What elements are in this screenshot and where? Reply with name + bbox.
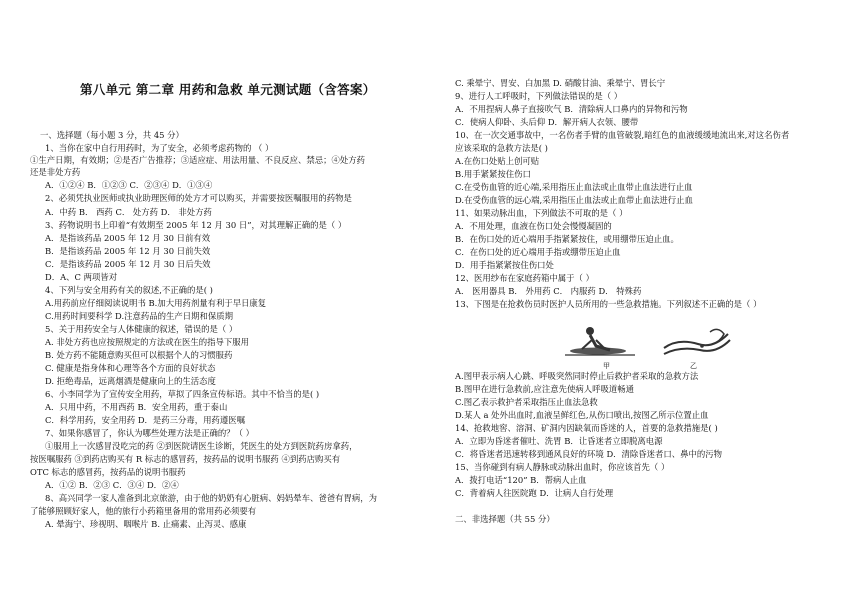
right-column-text-line: C. 乘晕宁、胃安、白加黑 D. 硝酸甘油、乘晕宁、胃长宁: [455, 78, 666, 88]
right-column-text-line: 13、下图是在抢救伤员时医护人员所用的一些急救措施。下列叙述不正确的是（ ）: [455, 299, 762, 309]
left-column-text-line: A.用药前应仔细阅读说明书 B.加大用药剂量有利于早日康复: [45, 298, 267, 308]
left-column-text-line: B. 处方药不能随意购买但可以根据个人的习惯服药: [45, 350, 233, 360]
right-column-text-line: 9、进行人工呼吸时，下列做法错误的是（ ）: [455, 91, 623, 101]
right-column-text-line: B.用手紧紧按住伤口: [455, 169, 531, 179]
left-column-text-line: 一、选择题（每小题 3 分，共 45 分）: [40, 130, 184, 140]
right-column-text-line: A．立即为昏迷者催吐、洗胃 B．让昏迷者立即脱离电源: [455, 436, 663, 446]
right-column-text-line: B．在伤口处的近心端用手指紧紧按住，或用绷带压迫止血。: [455, 234, 679, 244]
right-column-text-line: 12、医用纱布在家庭药箱中属于（ ）: [455, 273, 594, 283]
left-column-text-line: C．科学用药，安全用药 D．是药三分毒，用药遵医嘱: [45, 415, 246, 425]
right-column-text-line: A．拨打电话“120” B．帮病人止血: [455, 475, 587, 485]
left-column-text-line: ①生产日期，有效期；②是否广告推荐；③适应症、用法用量、不良反应、禁忌；④处方药: [30, 155, 365, 165]
left-column-text-line: A．是指该药品 2005 年 12 月 30 日前有效: [45, 233, 211, 243]
left-column-text-line: A．①②④ B．①②③ C．②③④ D．①③④: [45, 180, 213, 190]
left-column-text-line: C. 健康是指身体和心理等各个方面的良好状态: [45, 363, 216, 373]
left-column-text-line: A. 晕海宁、珍视明、咽喉片 B. 止痛素、止泻灵、感康: [45, 519, 247, 529]
left-column-text-line: A．只用中药，不用西药 B．安全用药，重于泰山: [45, 402, 228, 412]
left-column-text-line: 4、下列与安全用药有关的叙述,不正确的是( ): [45, 285, 213, 295]
right-column-text-line: A.图甲表示病人心跳、呼吸突然同时停止后救护者采取的急救方法: [455, 371, 699, 381]
right-column-text-line: B.图甲在进行急救前,应注意先使病人呼吸道畅通: [455, 384, 634, 394]
pressure-bleeding-illustration: [658, 322, 738, 360]
left-column-text-line: OTC 标志的感冒药，按药品的说明书服药: [30, 467, 186, 477]
left-column-text-line: 3、药物说明书上印着“有效期至 2005 年 12 月 30 日”，对其理解正确的是（ ）: [45, 220, 347, 230]
right-column-text-line: C．背着病人往医院跑 D．让病人自行处理: [455, 488, 614, 498]
right-column-text-line: C．将昏迷者迅速转移到通风良好的环境 D．清除昏迷者口、鼻中的污物: [455, 449, 723, 459]
left-column-text-line: 了能够照顾好家人，他的旅行小药箱里备用的常用药必须要有: [30, 506, 257, 516]
left-column-text-line: C.用药时间要科学 D.注意药品的生产日期和保质期: [45, 311, 234, 321]
figure-yi-label: 乙: [690, 362, 697, 370]
right-column-text-line: 10、在一次交通事故中，一名伤者手臂的血管破裂,暗红色的血液缓缓地流出来,对这名伤者: [455, 130, 790, 140]
figure-jia: [560, 322, 640, 360]
left-column-text-line: 8、高兴同学一家人准备到北京旅游，由于他的奶奶有心脏病、妈妈晕车、爸爸有胃病，为: [45, 493, 377, 503]
right-column-text-line: 15、当你碰到有病人静脉或动脉出血时，你应该首先（ ）: [455, 462, 670, 472]
right-column-text-line: A．不用处理，血液在伤口处会慢慢凝固的: [455, 221, 612, 231]
figure-jia-label: 甲: [603, 362, 610, 370]
left-column-text-line: 按医嘱服药 ③到药店购买有 R 标志的感冒药，按药品的说明书服药 ④到药店购买有: [30, 454, 341, 464]
left-column-text-line: A. 非处方药也应按照规定的方法或在医生的指导下服用: [45, 337, 249, 347]
left-column-text-line: C．是指该药品 2005 年 12 月 30 日后失效: [45, 259, 211, 269]
left-column-text-line: 7、如果你感冒了，你认为哪些处理方法是正确的？（ ）: [45, 428, 254, 438]
left-column-text-line: 2、必须凭执业医师或执业助理医师的处方才可以购买，并需要按医嘱服用的药物是: [45, 193, 352, 203]
right-column-text-line: D.某人 a 处外出血时,血液呈鲜红色,从伤口喷出,按图乙所示位置止血: [455, 410, 709, 420]
left-column-text-line: 还是非处方药: [30, 167, 81, 177]
right-column-text-line: A． 医用器具 B． 外用药 C． 内服药 D． 特殊药: [455, 286, 642, 296]
left-column-text-line: 5、关于用药安全与人体健康的叙述，错误的是（ ）: [45, 324, 238, 334]
right-column-text-line: C.图乙表示救护者采取指压止血法急救: [455, 397, 598, 407]
figure-yi: [658, 322, 738, 360]
left-column-text-line: D．A、C 两项皆对: [45, 272, 118, 282]
cpr-illustration: [560, 322, 640, 360]
left-column-text-line: 1、当你在家中自行用药时，为了安全，必须考虑药物的 （ ）: [45, 143, 274, 153]
right-column-text-line: C.在受伤血管的近心端,采用指压止血法或止血带止血法进行止血: [455, 182, 693, 192]
right-column-text-line: A.在伤口处贴上创可贴: [455, 156, 540, 166]
left-column-text-line: B．是指该药品 2005 年 12 月 30 日前失效: [45, 246, 211, 256]
left-column-text-line: A．①② B．②③ C．③④ D．②④: [45, 480, 179, 490]
right-column-text-line: 14、抢救地窖、溶洞、矿洞内因缺氧而昏迷的人，首要的急救措施是( ): [455, 423, 718, 433]
right-column-text-line: 11、如果动脉出血，下列做法不可取的是（ ）: [455, 208, 628, 218]
right-column-text-line: 二、非选择题（共 55 分）: [455, 514, 555, 524]
right-column-text-line: C．在伤口处的近心端用手指或绷带压迫止血: [455, 247, 621, 257]
right-column-text-line: C．使病人仰卧、头后仰 D．解开病人衣领、腰带: [455, 117, 639, 127]
left-column-text-line: ①服用上一次感冒没吃完的药 ②到医院请医生诊断，凭医生的处方到医院药房拿药，: [45, 441, 358, 451]
page-title: 第八单元 第二章 用药和急救 单元测试题（含答案）: [80, 82, 376, 97]
left-column-text-line: D. 拒绝毒品，远离烟酒是健康向上的生活态度: [45, 376, 216, 386]
right-column-text-line: D．用手指紧紧按住伤口处: [455, 260, 554, 270]
left-column-text-line: A．中药 B． 西药 C． 处方药 D． 非处方药: [45, 207, 212, 217]
right-column-text-line: 应该采取的急救方法是( ): [455, 143, 548, 153]
right-column-text-line: A．不用捏病人鼻子直接吹气 B．清除病人口鼻内的异物和污物: [455, 104, 688, 114]
left-column-text-line: 6、小李同学为了宣传安全用药，草拟了四条宣传标语。其中不恰当的是( ): [45, 389, 320, 399]
right-column-text-line: D.在受伤血管的远心端,采用指压止血法或止血带止血法进行止血: [455, 195, 693, 205]
